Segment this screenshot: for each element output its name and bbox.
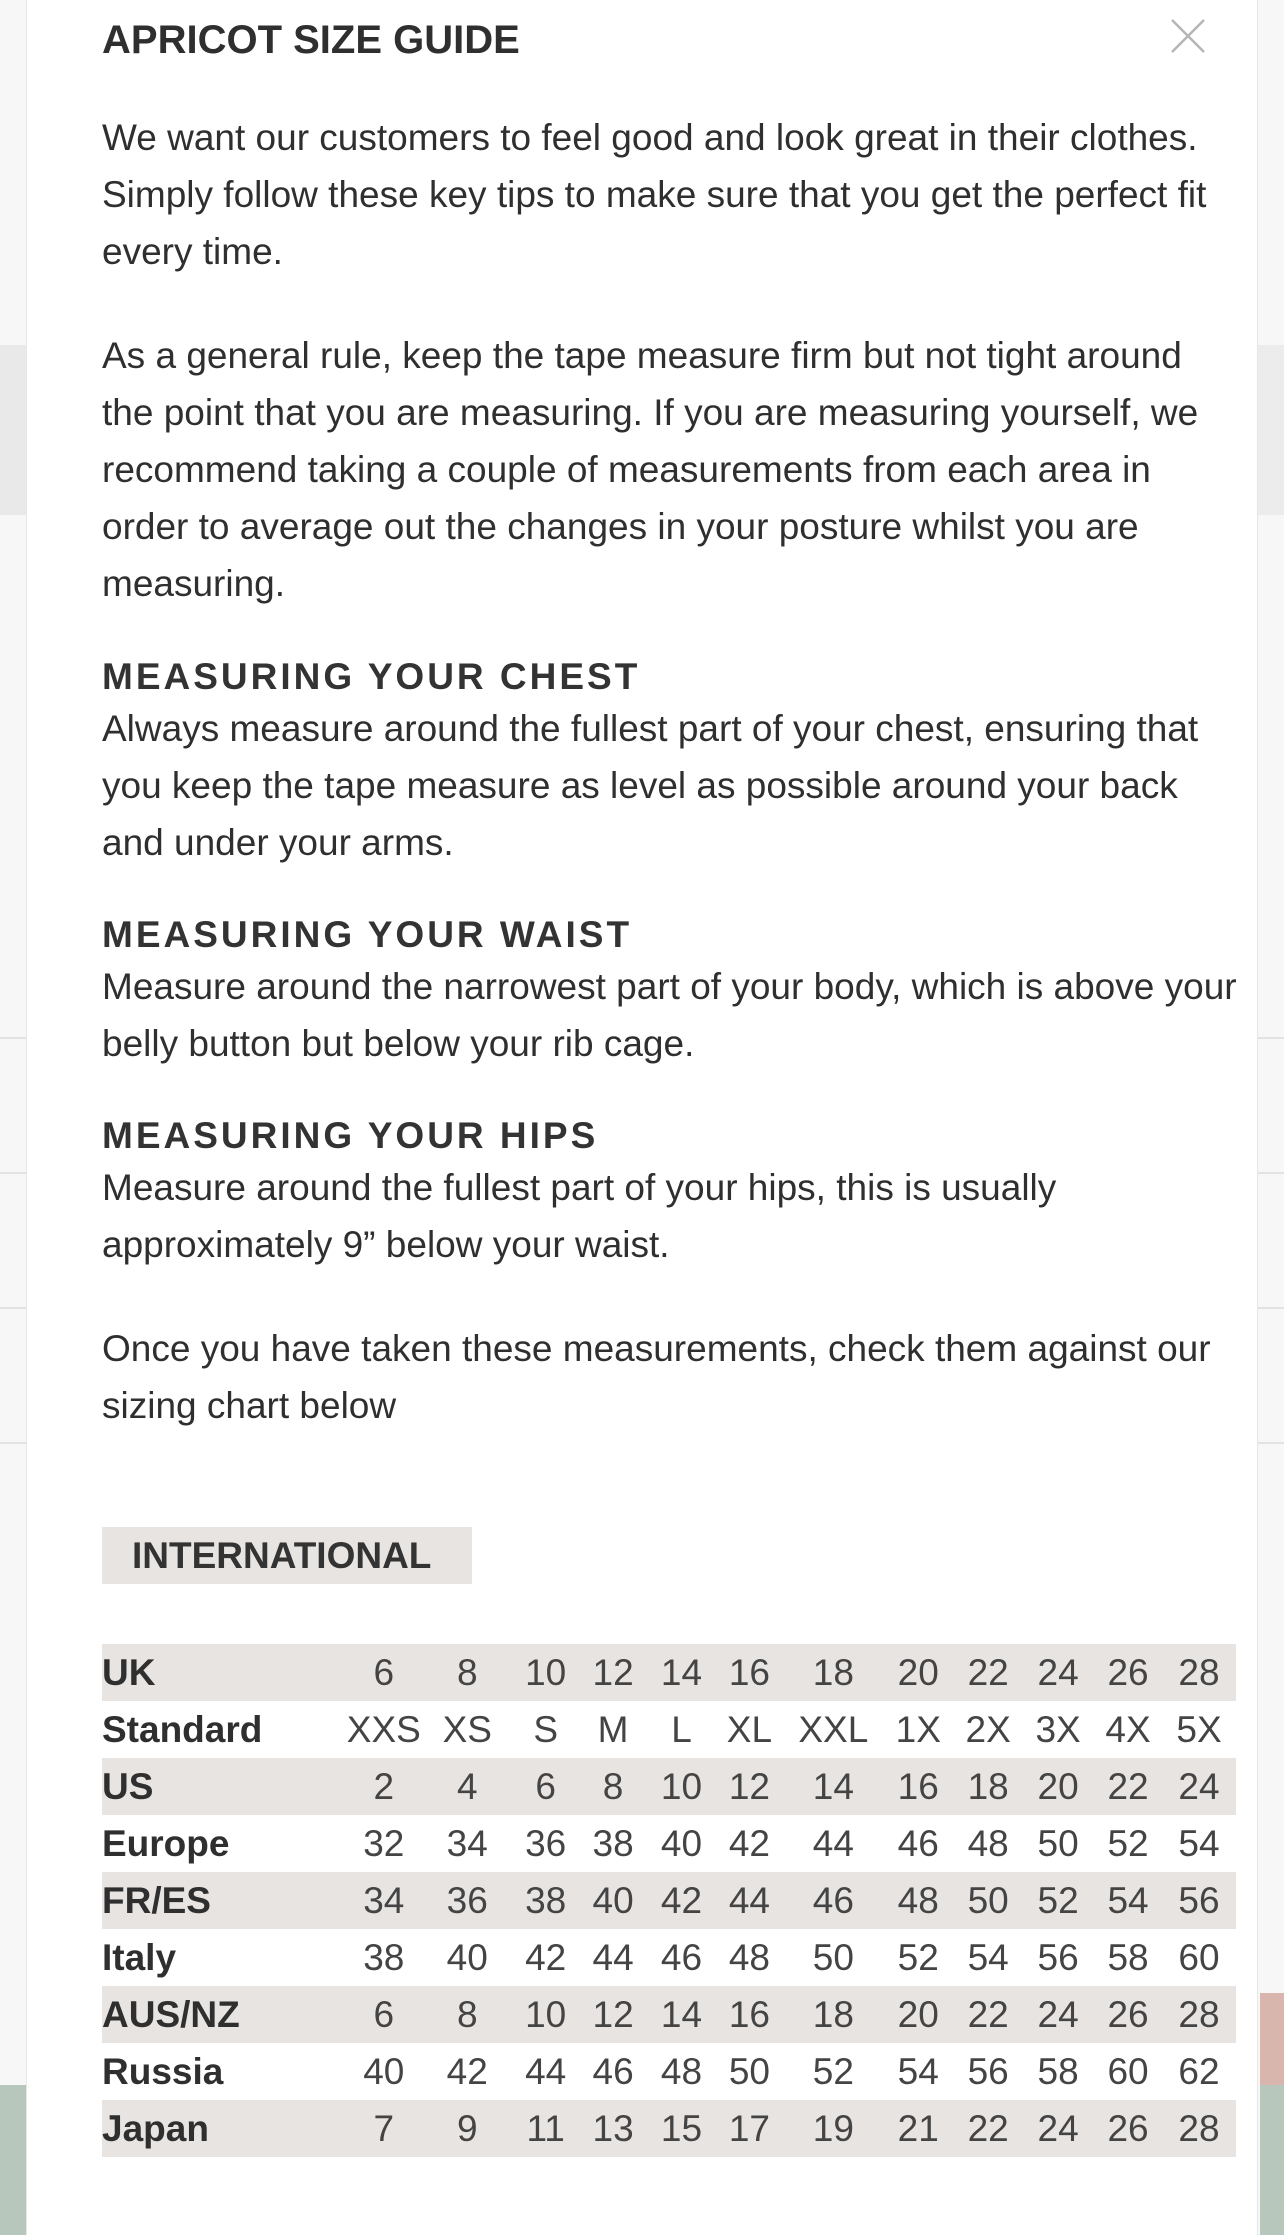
size-cell: 26 [1094, 2100, 1162, 2157]
size-cell: 54 [1094, 1872, 1162, 1929]
size-cell: 46 [784, 1872, 882, 1929]
size-cell: 2 [347, 1758, 421, 1815]
size-cell: 44 [714, 1872, 784, 1929]
size-cell: 56 [1162, 1872, 1236, 1929]
size-cell: 40 [446, 1936, 488, 1978]
size-cell: 42 [525, 1936, 567, 1978]
size-cell: 58 [1037, 2050, 1079, 2092]
size-cell: 52 [812, 2050, 854, 2092]
size-cell: 5X [1176, 1708, 1222, 1750]
size-cell: 18 [784, 1644, 882, 1701]
row-label: Italy [102, 1936, 177, 1978]
table-row [102, 1929, 1236, 1986]
hips-instructions: Measure around the fullest part of your hips, this is usually approximately 9” below your waist. [102, 1167, 1057, 1265]
size-cell: 22 [954, 1644, 1022, 1701]
size-cell: 36 [525, 1822, 567, 1864]
size-cell: 50 [812, 1936, 854, 1978]
size-cell: 20 [882, 1986, 954, 2043]
size-cell: XXS [346, 1708, 421, 1750]
close-button[interactable] [1162, 10, 1214, 62]
size-cell: 56 [1037, 1936, 1079, 1978]
size-cell: S [533, 1708, 558, 1750]
size-cell: 9 [421, 2100, 514, 2157]
background-product-image [0, 2085, 28, 2235]
background-divider [1254, 1172, 1284, 1174]
size-cell: 10 [514, 1986, 578, 2043]
size-cell: 13 [578, 2100, 649, 2157]
table-row [102, 1644, 1236, 1701]
size-cell: 52 [897, 1936, 939, 1978]
size-cell: 2X [965, 1708, 1011, 1750]
size-cell: 46 [897, 1822, 939, 1864]
tab-international[interactable]: INTERNATIONAL [102, 1527, 472, 1584]
chest-heading: MEASURING YOUR CHEST [102, 656, 641, 697]
row-label: AUS/NZ [102, 1986, 347, 2043]
size-cell: 48 [967, 1822, 1009, 1864]
size-cell: 42 [649, 1872, 715, 1929]
waist-heading: MEASURING YOUR WAIST [102, 914, 633, 955]
size-cell: 6 [514, 1758, 578, 1815]
size-cell: 48 [882, 1872, 954, 1929]
size-cell: 16 [714, 1644, 784, 1701]
size-cell: 50 [954, 1872, 1022, 1929]
size-cell: 24 [1022, 1644, 1094, 1701]
row-label: UK [102, 1644, 347, 1701]
row-label: Europe [102, 1822, 230, 1864]
background-image-right [1254, 345, 1284, 515]
size-cell: 38 [363, 1936, 405, 1978]
size-guide-modal [26, 0, 1258, 2235]
size-cell: XXL [798, 1708, 869, 1750]
background-divider [1254, 1442, 1284, 1444]
size-cell: 54 [897, 2050, 939, 2092]
size-cell: 52 [1022, 1872, 1094, 1929]
size-cell: L [671, 1708, 692, 1750]
size-cell: 10 [649, 1758, 715, 1815]
size-cell: 21 [882, 2100, 954, 2157]
table-row [102, 1872, 1236, 1929]
size-cell: 26 [1094, 1986, 1162, 2043]
size-cell: 58 [1107, 1936, 1149, 1978]
background-product-image [1260, 2085, 1284, 2235]
background-product-image [1260, 1993, 1284, 2085]
size-cell: 18 [954, 1758, 1022, 1815]
size-cell: 20 [882, 1644, 954, 1701]
size-cell: 50 [1037, 1822, 1079, 1864]
row-label: US [102, 1758, 347, 1815]
size-cell: 48 [728, 1936, 770, 1978]
size-cell: 10 [514, 1644, 578, 1701]
table-row [102, 2100, 1236, 2157]
size-cell: 32 [363, 1822, 405, 1864]
size-cell: 1X [895, 1708, 941, 1750]
size-cell: 4X [1105, 1708, 1151, 1750]
size-cell: 7 [347, 2100, 421, 2157]
size-cell: 60 [1107, 2050, 1149, 2092]
size-cell: 50 [728, 2050, 770, 2092]
table-row [102, 1701, 1236, 1758]
size-cell: 40 [363, 2050, 405, 2092]
size-cell: 18 [784, 1986, 882, 2043]
size-cell: 44 [812, 1822, 854, 1864]
size-cell: 42 [446, 2050, 488, 2092]
size-cell: 4 [421, 1758, 514, 1815]
size-cell: 22 [1094, 1758, 1162, 1815]
size-cell: 24 [1022, 2100, 1094, 2157]
size-cell: 12 [714, 1758, 784, 1815]
size-cell: 40 [578, 1872, 649, 1929]
size-cell: 34 [446, 1822, 488, 1864]
size-cell: 26 [1094, 1644, 1162, 1701]
background-divider [1254, 1307, 1284, 1309]
modal-title: APRICOT SIZE GUIDE [102, 18, 520, 62]
size-cell: 24 [1162, 1758, 1236, 1815]
size-cell: 46 [660, 1936, 703, 1978]
size-cell: 8 [421, 1986, 514, 2043]
size-cell: 24 [1022, 1986, 1094, 2043]
size-conversion-table [102, 1644, 1236, 2157]
table-row [102, 2043, 1236, 2100]
size-cell: 17 [714, 2100, 784, 2157]
size-cell: XL [726, 1708, 773, 1750]
size-cell: 60 [1178, 1936, 1220, 1978]
size-cell: 6 [347, 1986, 421, 2043]
size-cell: 40 [660, 1822, 703, 1864]
row-label: Standard [102, 1708, 263, 1750]
size-cell: 22 [954, 1986, 1022, 2043]
size-cell: 54 [967, 1936, 1009, 1978]
row-label: Japan [102, 2100, 347, 2157]
size-cell: 6 [347, 1644, 421, 1701]
size-cell: 38 [592, 1822, 634, 1864]
size-cell: 62 [1178, 2050, 1220, 2092]
size-cell: 20 [1022, 1758, 1094, 1815]
size-cell: 16 [882, 1758, 954, 1815]
table-row [102, 1758, 1236, 1815]
size-cell: 42 [728, 1822, 770, 1864]
size-cell: 54 [1178, 1822, 1220, 1864]
size-cell: M [597, 1708, 629, 1750]
size-cell: XS [442, 1708, 492, 1750]
general-rule-paragraph: As a general rule, keep the tape measure firm but not tight around the point that you are measuring. If you are measuring yourself, we recommend taking a couple of measurements from each area in order to average out the changes in your posture whilst you are measuring. [102, 335, 1199, 604]
size-cell: 11 [514, 2100, 578, 2157]
row-label: Russia [102, 2050, 224, 2092]
size-cell: 28 [1162, 2100, 1236, 2157]
size-cell: 36 [421, 1872, 514, 1929]
size-cell: 12 [578, 1986, 649, 2043]
size-cell: 52 [1107, 1822, 1149, 1864]
size-cell: 14 [784, 1758, 882, 1815]
table-row [102, 1815, 1236, 1872]
size-cell: 12 [578, 1644, 649, 1701]
size-cell: 38 [514, 1872, 578, 1929]
table-row [102, 1986, 1236, 2043]
size-cell: 44 [525, 2050, 567, 2092]
size-cell: 8 [578, 1758, 649, 1815]
size-cell: 16 [714, 1986, 784, 2043]
size-cell: 56 [967, 2050, 1009, 2092]
size-cell: 14 [649, 1644, 715, 1701]
chest-instructions: Always measure around the fullest part of your chest, ensuring that you keep the tape measure as level as possible around your back and under your arms. [102, 708, 1199, 863]
size-cell: 34 [347, 1872, 421, 1929]
size-cell: 14 [649, 1986, 715, 2043]
size-cell: 22 [954, 2100, 1022, 2157]
background-divider [1254, 1037, 1284, 1039]
chart-intro-paragraph: Once you have taken these measurements, check them against our sizing chart below [102, 1328, 1211, 1426]
size-cell: 19 [784, 2100, 882, 2157]
waist-instructions: Measure around the narrowest part of your body, which is above your belly button but below your rib cage. [102, 966, 1237, 1064]
hips-heading: MEASURING YOUR HIPS [102, 1115, 599, 1156]
size-cell: 46 [592, 2050, 634, 2092]
size-cell: 44 [592, 1936, 634, 1978]
size-cell: 15 [649, 2100, 715, 2157]
size-cell: 48 [660, 2050, 703, 2092]
size-cell: 28 [1162, 1986, 1236, 2043]
size-cell: 3X [1035, 1708, 1081, 1750]
size-cell: 8 [421, 1644, 514, 1701]
intro-paragraph: We want our customers to feel good and look great in their clothes. Simply follow these key tips to make sure that you get the perfect fit every time. [102, 117, 1207, 272]
close-icon[interactable] [1162, 10, 1214, 62]
row-label: FR/ES [102, 1872, 347, 1929]
size-cell: 28 [1162, 1644, 1236, 1701]
